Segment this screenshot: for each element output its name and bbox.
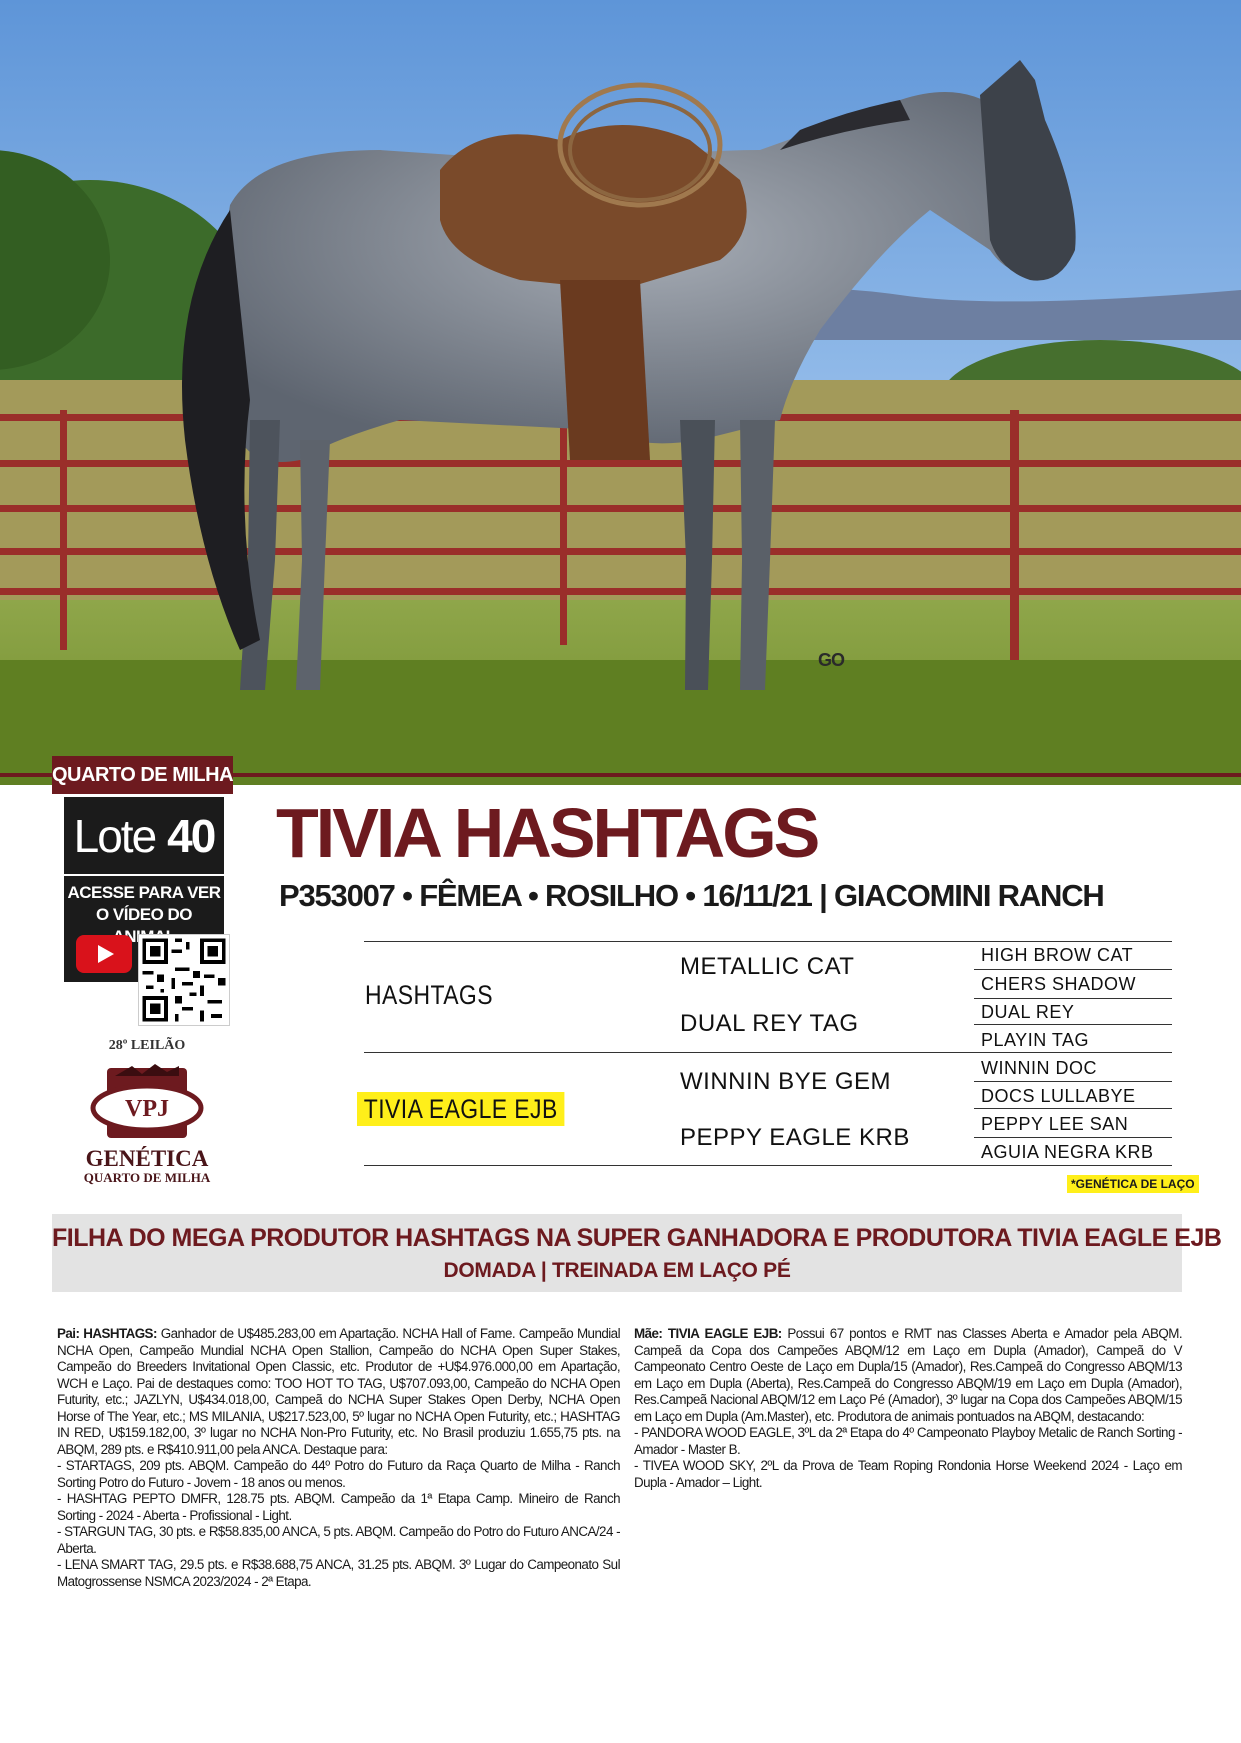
- logo-edition: 28º LEILÃO: [108, 1038, 186, 1053]
- lot-badge: [64, 797, 224, 874]
- horse-name: TIVIA HASHTAGS: [276, 794, 818, 872]
- sire-item: - STARTAGS, 209 pts. ABQM. Campeão do 44º Potro do Futuro da Raça Quarto de Milha - Ranch Sorting Potro do Futuro - Jovem - 18 anos ou menos.: [57, 1458, 620, 1490]
- pedigree-dam-dam: PEPPY EAGLE KRB: [680, 1124, 910, 1151]
- auction-logo: [62, 1036, 232, 1186]
- logo-monogram: VPJ: [125, 1096, 169, 1122]
- pedigree-line: [974, 998, 1172, 999]
- lot-number: 40: [167, 809, 215, 862]
- pedigree-line: [974, 1137, 1172, 1138]
- pedigree-line: [364, 1165, 1172, 1166]
- photo-watermark: GO: [818, 650, 845, 670]
- pedigree-table: [364, 940, 1172, 1170]
- pedigree-line: [974, 969, 1172, 970]
- play-video-icon[interactable]: [76, 935, 132, 973]
- sire-item: - HASHTAG PEPTO DMFR, 128.75 pts. ABQM. Campeão da 1ª Etapa Camp. Mineiro de Ranch Sorting - 2024 - Aberta - Profissional - Light.: [57, 1491, 620, 1523]
- video-cta-line1: ACESSE PARA VER: [67, 883, 221, 902]
- pedigree-gen3: DUAL REY: [981, 1002, 1075, 1022]
- highlight-line1: FILHA DO MEGA PRODUTOR HASHTAGS NA SUPER GANHADORA E PRODUTORA TIVIA EAGLE EJB: [52, 1224, 1222, 1252]
- dam-text: Possui 67 pontos e RMT nas Classes Aberta e Amador pela ABQM. Campeã da Copa dos Campeões ABQM/12 em Laço em Dupla (Amador), Campeã do V Campeonato Centro Oeste de Laço em Dupla/15 (Amador), Res.Campeã do Congresso ABQM/13 em Laço em Dupla (Aberta), Res.Campeã do Congresso ABQM/19 em Laço em Dupla (Amador), Res.Campeã Nacional ABQM/12 em Laço Pé (Amador), 3º lugar na Copa dos Campeões ABQM/15 em Laço em Dupla (Am.Master), etc. Produtora de animais pontuados na ABQM, destacando:: [634, 1326, 1182, 1424]
- logo-emblem: [87, 1058, 207, 1148]
- pedigree-sire-sire: METALLIC CAT: [680, 953, 855, 980]
- pedigree-sire: HASHTAGS: [365, 980, 493, 1010]
- pedigree-line: [364, 941, 1172, 942]
- pedigree-gen3: HIGH BROW CAT: [981, 945, 1134, 965]
- pedigree-gen3: DOCS LULLABYE: [981, 1086, 1136, 1106]
- qr-code[interactable]: [138, 934, 230, 1026]
- pedigree-dam-sire: WINNIN BYE GEM: [680, 1068, 892, 1095]
- sire-item: - STARGUN TAG, 30 pts. e R$58.835,00 ANCA, 5 pts. ABQM. Campeão do Potro do Futuro ANCA/24 - Aberta.: [57, 1524, 620, 1556]
- pedigree-sire-dam: DUAL REY TAG: [680, 1010, 859, 1037]
- video-cta-line2: O VÍDEO DO: [95, 905, 193, 924]
- breed-tag: QUARTO DE MILHA: [52, 756, 233, 794]
- pedigree-line: [974, 1081, 1172, 1082]
- pedigree-note: *GENÉTICA DE LAÇO: [1067, 1175, 1199, 1193]
- sire-description: [57, 1326, 620, 1590]
- highlight-banner: [52, 1214, 1222, 1292]
- pedigree-gen3: WINNIN DOC: [981, 1058, 1097, 1078]
- pedigree-gen3: PEPPY LEE SAN: [981, 1114, 1129, 1134]
- pedigree-dam: [357, 1094, 564, 1125]
- pedigree-gen3: PLAYIN TAG: [981, 1030, 1090, 1050]
- logo-subtitle: QUARTO DE MILHA: [83, 1170, 211, 1185]
- pedigree-line: [974, 1024, 1172, 1025]
- sire-label: Pai: HASHTAGS:: [57, 1326, 157, 1341]
- horse-details: P353007 • FÊMEA • ROSILHO • 16/11/21 | GIACOMINI RANCH: [279, 878, 1104, 913]
- pedigree-line: [974, 1108, 1172, 1109]
- pedigree-gen3: CHERS SHADOW: [981, 974, 1137, 994]
- dam-item: - TIVEA WOOD SKY, 2ºL da Prova de Team Roping Rondonia Horse Weekend 2024 - Laço em Dupla - Amador – Light.: [634, 1458, 1182, 1490]
- pedigree-line: [364, 1052, 1172, 1053]
- sire-text: Ganhador de U$485.283,00 em Apartação. NCHA Hall of Fame. Campeão Mundial NCHA Open, Campeão Mundial NCHA Open Stallion, Campeão do NCHA Open Super Stakes, Campeão do Breeders Invitational Open Classic, etc. Produtor de +U$4.976.000,00 em Apartação, WCH e Laço. Pai de destaques como: TOO HOT TO TAG, U$707.093,00, Campeão do NCHA Open Futurity, etc.; JAZLYN, U$434.018,00, Campeã do NCHA Super Stakes Open Derby, NCHA Open Horse of The Year, etc.; MS MILANIA, U$217.523,00, 5º lugar no NCHA Open Futurity, etc.; HASHTAG IN RED, U$159.182,00, 3º lugar no NCHA Non-Pro Futurity, etc. No Brasil produziu 1.655,75 pts. na ABQM, 289 pts. e R$410.911,00 pela ANCA. Destaque para:: [57, 1326, 621, 1457]
- dam-description: [634, 1326, 1182, 1491]
- sire-item: - LENA SMART TAG, 29.5 pts. e R$38.688,75 ANCA, 31.25 pts. ABQM. 3º Lugar do Campeonato Sul Matogrossense NSMCA 2023/2024 - 2ª Etapa.: [57, 1557, 620, 1589]
- horse-photo: [0, 0, 1241, 785]
- pedigree-dam-name: TIVIA EAGLE EJB: [357, 1092, 564, 1126]
- dam-label: Mãe: TIVIA EAGLE EJB:: [634, 1326, 782, 1341]
- pedigree-gen3: AGUIA NEGRA KRB: [981, 1142, 1154, 1162]
- lot-prefix: Lote: [73, 809, 156, 862]
- highlight-line2: DOMADA | TREINADA EM LAÇO PÉ: [443, 1259, 791, 1282]
- dam-item: - PANDORA WOOD EAGLE, 3ºL da 2ª Etapa do 4º Campeonato Playboy Metalic de Ranch Sorting - Amador - Master B.: [634, 1425, 1182, 1457]
- logo-name: GENÉTICA: [85, 1146, 209, 1171]
